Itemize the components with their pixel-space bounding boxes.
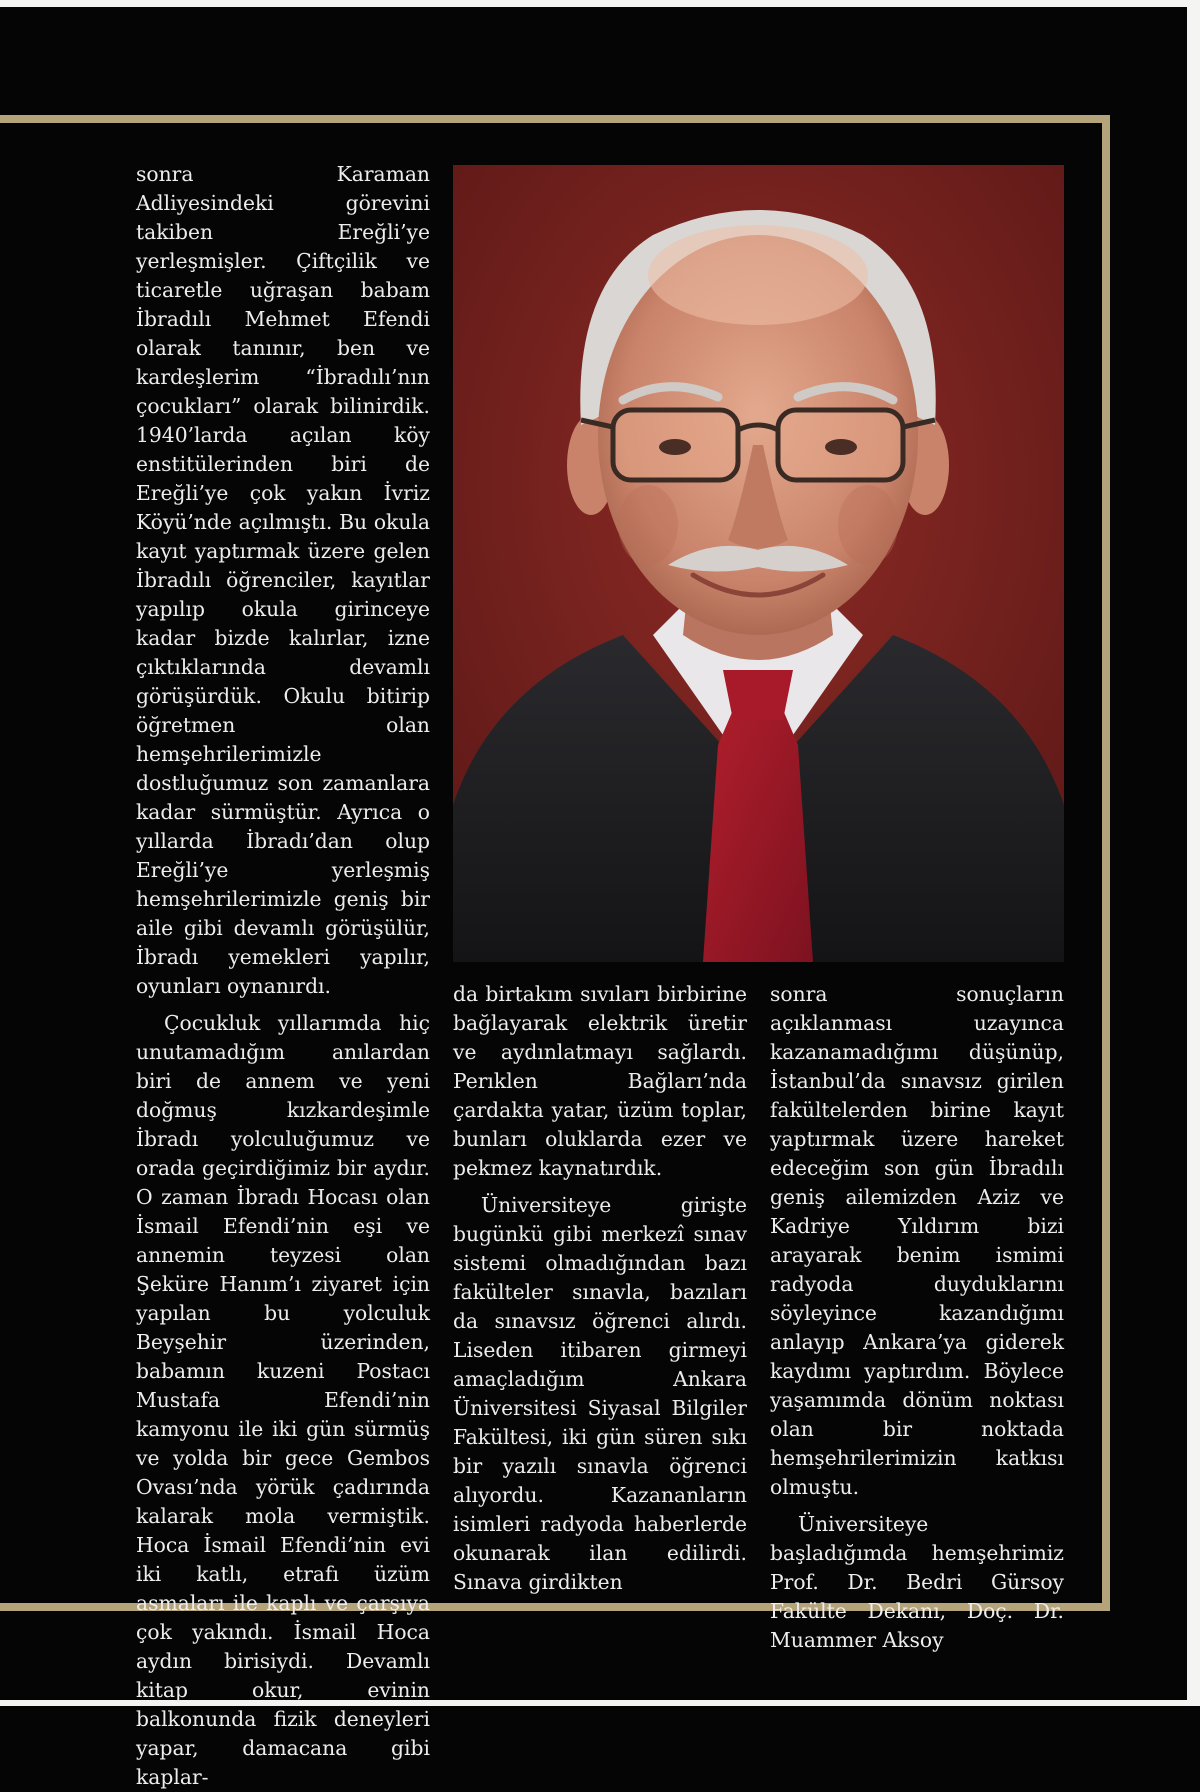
page-top-edge xyxy=(0,0,1200,7)
page-right-edge xyxy=(1187,0,1200,1706)
left-text-column xyxy=(136,160,430,1792)
middle-text-column xyxy=(453,980,747,1597)
middle-paragraph-2: Üniversiteye girişte bugünkü gibi merkezî sınav sistemi olmadığından bazı fakülteler sınavla, bazıları da sınavsız öğrenci alırdı. Liseden itibaren girmeyi amaçladığım Ankara Üniversitesi Siyasal Bilgiler Fakültesi, iki gün süren sıkı bir yazılı sınavla öğrenci alıyordu. Kazananların isimleri radyoda haberlerde okunarak ilan edilirdi. Sınava girdikten xyxy=(453,1193,747,1594)
portrait-photo xyxy=(453,165,1064,962)
left-paragraph-1: sonra Karaman Adliyesindeki görevini takiben Ereğli’ye yerleşmişler. Çiftçilik ve ticaretle uğraşan babam İbradılı Mehmet Efendi olarak tanınır, ben ve kardeşlerim “İbradılı’nın çocukları” olarak bilinirdik. 1940’larda açılan köy enstitülerinden biri de Ereğli’ye çok yakın İvriz Köyü’nde açılmıştı. Bu okula kayıt yaptırmak üzere gelen İbradılı öğrenciler, kayıtlar yapılıp okula girinceye kadar bizde kalırlar, izne çıktıklarında devamlı görüşürdük. Okulu bitirip öğretmen olan hemşehrilerimizle dostluğumuz son zamanlara kadar sürmüştür. Ayrıca o yıllarda İbradı’dan olup Ereğli’ye yerleşmiş hemşehrilerimizle geniş bir aile gibi devamlı görüşülür, İbradı yemekleri yapılır, oyunları oynanırdı. xyxy=(136,162,430,998)
left-paragraph-2: Çocukluk yıllarımda hiç unutamadığım anılardan biri de annem ve yeni doğmuş kızkardeşimle İbradı yolculuğumuz ve orada geçirdiğimiz bir aydır. O zaman İbradı Hocası olan İsmail Efendi’nin eşi ve annemin teyzesi olan Şeküre Hanım’ı ziyaret için yapılan bu yolculuk Beyşehir üzerinden, babamın kuzeni Postacı Mustafa Efendi’nin kamyonu ile iki gün sürmüş ve yolda bir gece Gembos Ovası’nda yörük çadırında kalarak mola vermiştik. Hoca İsmail Efendi’nin evi iki katlı, etrafı üzüm asmaları ile kaplı ve çarşıya çok yakındı. İsmail Hoca aydın birisiydi. Devamlı kitap okur, evinin balkonunda fizik deneyleri yapar, damacana gibi kaplar- xyxy=(136,1011,430,1789)
right-paragraph-1: sonra sonuçların açıklanması uzayınca kazanamadığımı düşünüp, İstanbul’da sınavsız girilen fakültelerden birine kayıt yaptırmak üzere hareket edeceğim son gün İbradılı geniş ailemizden Aziz ve Kadriye Yıldırım bizi arayarak benim ismimi radyoda duyduklarını söyleyince kazandığımı anlayıp Ankara’ya giderek kaydımı yaptırdım. Böylece yaşamımda dönüm noktası olan bir noktada hemşehrilerimizin katkısı olmuştu. xyxy=(770,982,1064,1499)
right-text-column xyxy=(770,980,1064,1655)
right-paragraph-2: Üniversiteye başladığımda hemşehrimiz Prof. Dr. Bedri Gürsoy Fakülte Dekanı, Doç. Dr. Muammer Aksoy xyxy=(770,1512,1064,1652)
middle-paragraph-1: da birtakım sıvıları birbirine bağlayarak elektrik üretir ve aydınlatmayı sağlardı. Perıklen Bağları’nda çardakta yatar, üzüm toplar, bunları oluklarda ezer ve pekmez kaynatırdık. xyxy=(453,982,747,1180)
